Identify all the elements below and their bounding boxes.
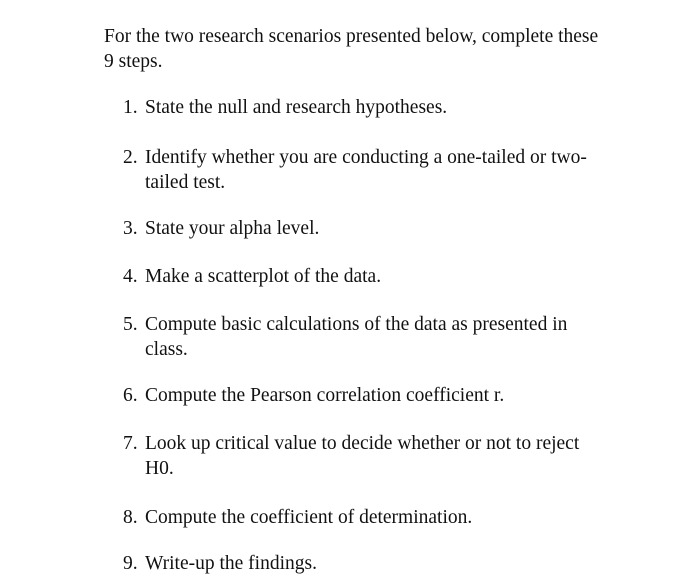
step-number: 1. [123,97,138,118]
step-text: State the null and research hypotheses. [145,97,448,118]
step-item-7 [123,431,603,481]
step-item-9 [123,551,603,576]
step-text: Compute basic calculations of the data as presented in class. [145,314,568,360]
step-item-1 [123,95,603,120]
step-number: 3. [123,218,138,239]
step-number: 4. [123,266,138,287]
step-text: State your alpha level. [145,218,320,239]
step-number: 5. [123,314,138,335]
step-text: Compute the coefficient of determination. [145,507,473,528]
step-text: Write-up the findings. [145,553,317,574]
step-text: Compute the Pearson correlation coefficient r. [145,385,505,406]
step-number: 9. [123,553,138,574]
step-number: 7. [123,433,138,454]
step-item-3 [123,216,603,241]
step-item-2 [123,145,603,195]
step-number: 8. [123,507,138,528]
intro-paragraph: For the two research scenarios presented below, complete these 9 steps. [104,26,599,72]
step-text: Make a scatterplot of the data. [145,266,382,287]
step-text: Identify whether you are conducting a one-tailed or two-tailed test. [145,147,587,193]
step-number: 6. [123,385,138,406]
step-item-4 [123,264,603,289]
step-number: 2. [123,147,138,168]
step-text: Look up critical value to decide whether or not to reject H0. [145,433,580,479]
step-item-5 [123,312,603,362]
step-item-6 [123,383,603,408]
step-item-8 [123,505,603,530]
